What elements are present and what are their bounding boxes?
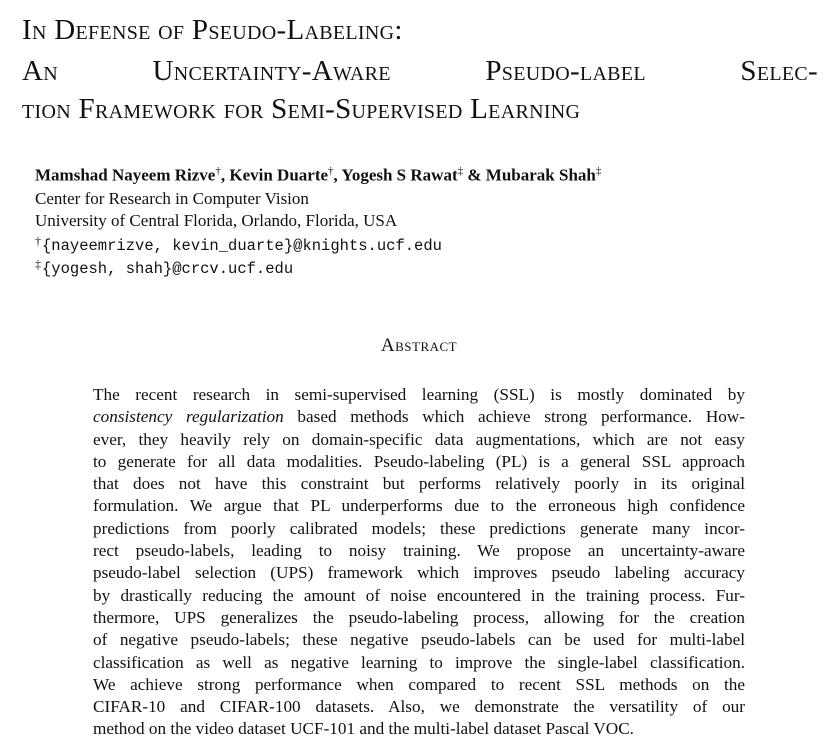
- affiliation-mark: †: [328, 165, 334, 177]
- email-address: {nayeemrizve, kevin_duarte}@knights.ucf.edu: [42, 237, 442, 255]
- author-name: Yogesh S Rawat: [341, 165, 458, 185]
- affiliation-mark: †: [35, 234, 41, 248]
- email-line: [35, 234, 442, 255]
- abstract-heading: Abstract: [380, 335, 458, 356]
- paper-title-line-1: In Defense of Pseudo-Labeling:: [22, 14, 403, 46]
- abstract-line: [93, 406, 745, 428]
- affiliation-university: University of Central Florida, Orlando, Florida, USA: [35, 211, 398, 230]
- abstract-line: The recent research in semi-supervised learning (SSL) is mostly dominated by: [93, 385, 745, 404]
- affiliation-center: Center for Research in Computer Vision: [35, 189, 309, 208]
- affiliation-mark: ‡: [595, 165, 602, 177]
- abstract-line: to generate for all data modalities. Pseudo-labeling (PL) is a general SSL approach: [93, 451, 745, 471]
- abstract-text: based methods which achieve strong performance. How-: [283, 407, 745, 427]
- abstract-emphasis: consistency regularization: [93, 407, 284, 427]
- abstract-line: by drastically reducing the amount of noise encountered in the training process. Fur-: [93, 585, 745, 605]
- author-separator: &: [463, 165, 486, 185]
- abstract-line: formulation. We argue that PL underperforms due to the erroneous high confidence: [93, 496, 745, 516]
- author-separator: ,: [220, 165, 230, 185]
- affiliation-mark: ‡: [457, 165, 464, 177]
- abstract-body: [93, 384, 745, 741]
- abstract-line: classification as well as negative learning to improve the single-label classification.: [93, 652, 745, 672]
- abstract-line: pseudo-label selection (UPS) framework which improves pseudo labeling accuracy: [93, 563, 745, 583]
- paper-title-line-2: An Uncertainty-Aware Pseudo-label Selec-: [22, 55, 818, 87]
- abstract-line: We achieve strong performance when compared to recent SSL methods on the: [93, 674, 745, 694]
- author-name: Mubarak Shah: [485, 165, 596, 185]
- abstract-line: predictions from poorly calibrated models; these predictions generate many incor-: [93, 518, 745, 538]
- email-address: {yogesh, shah}@crcv.ucf.edu: [42, 260, 294, 278]
- abstract-line: ever, they heavily rely on domain-specific data augmentations, which are not easy: [93, 429, 745, 449]
- paper-title-line-3: tion Framework for Semi-Supervised Learning: [22, 93, 581, 125]
- affiliation-mark: ‡: [35, 257, 41, 271]
- author-list: [35, 165, 601, 186]
- author-separator: ,: [333, 165, 342, 185]
- abstract-line: of negative pseudo-labels; these negative pseudo-labels can be used for multi-label: [93, 630, 745, 650]
- email-line: [35, 257, 293, 278]
- abstract-line: thermore, UPS generalizes the pseudo-labeling process, allowing for the creation: [93, 607, 745, 627]
- abstract-line: rect pseudo-labels, leading to noisy training. We propose an uncertainty-aware: [93, 541, 745, 561]
- abstract-line: CIFAR-10 and CIFAR-100 datasets. Also, we demonstrate the versatility of our: [93, 697, 745, 717]
- author-name: Kevin Duarte: [229, 165, 329, 185]
- author-name: Mamshad Nayeem Rizve: [35, 165, 216, 185]
- affiliation-mark: †: [215, 165, 221, 177]
- abstract-line: method on the video dataset UCF-101 and the multi-label dataset Pascal VOC.: [93, 719, 634, 739]
- abstract-line: that does not have this constraint but performs relatively poorly in its original: [93, 474, 745, 494]
